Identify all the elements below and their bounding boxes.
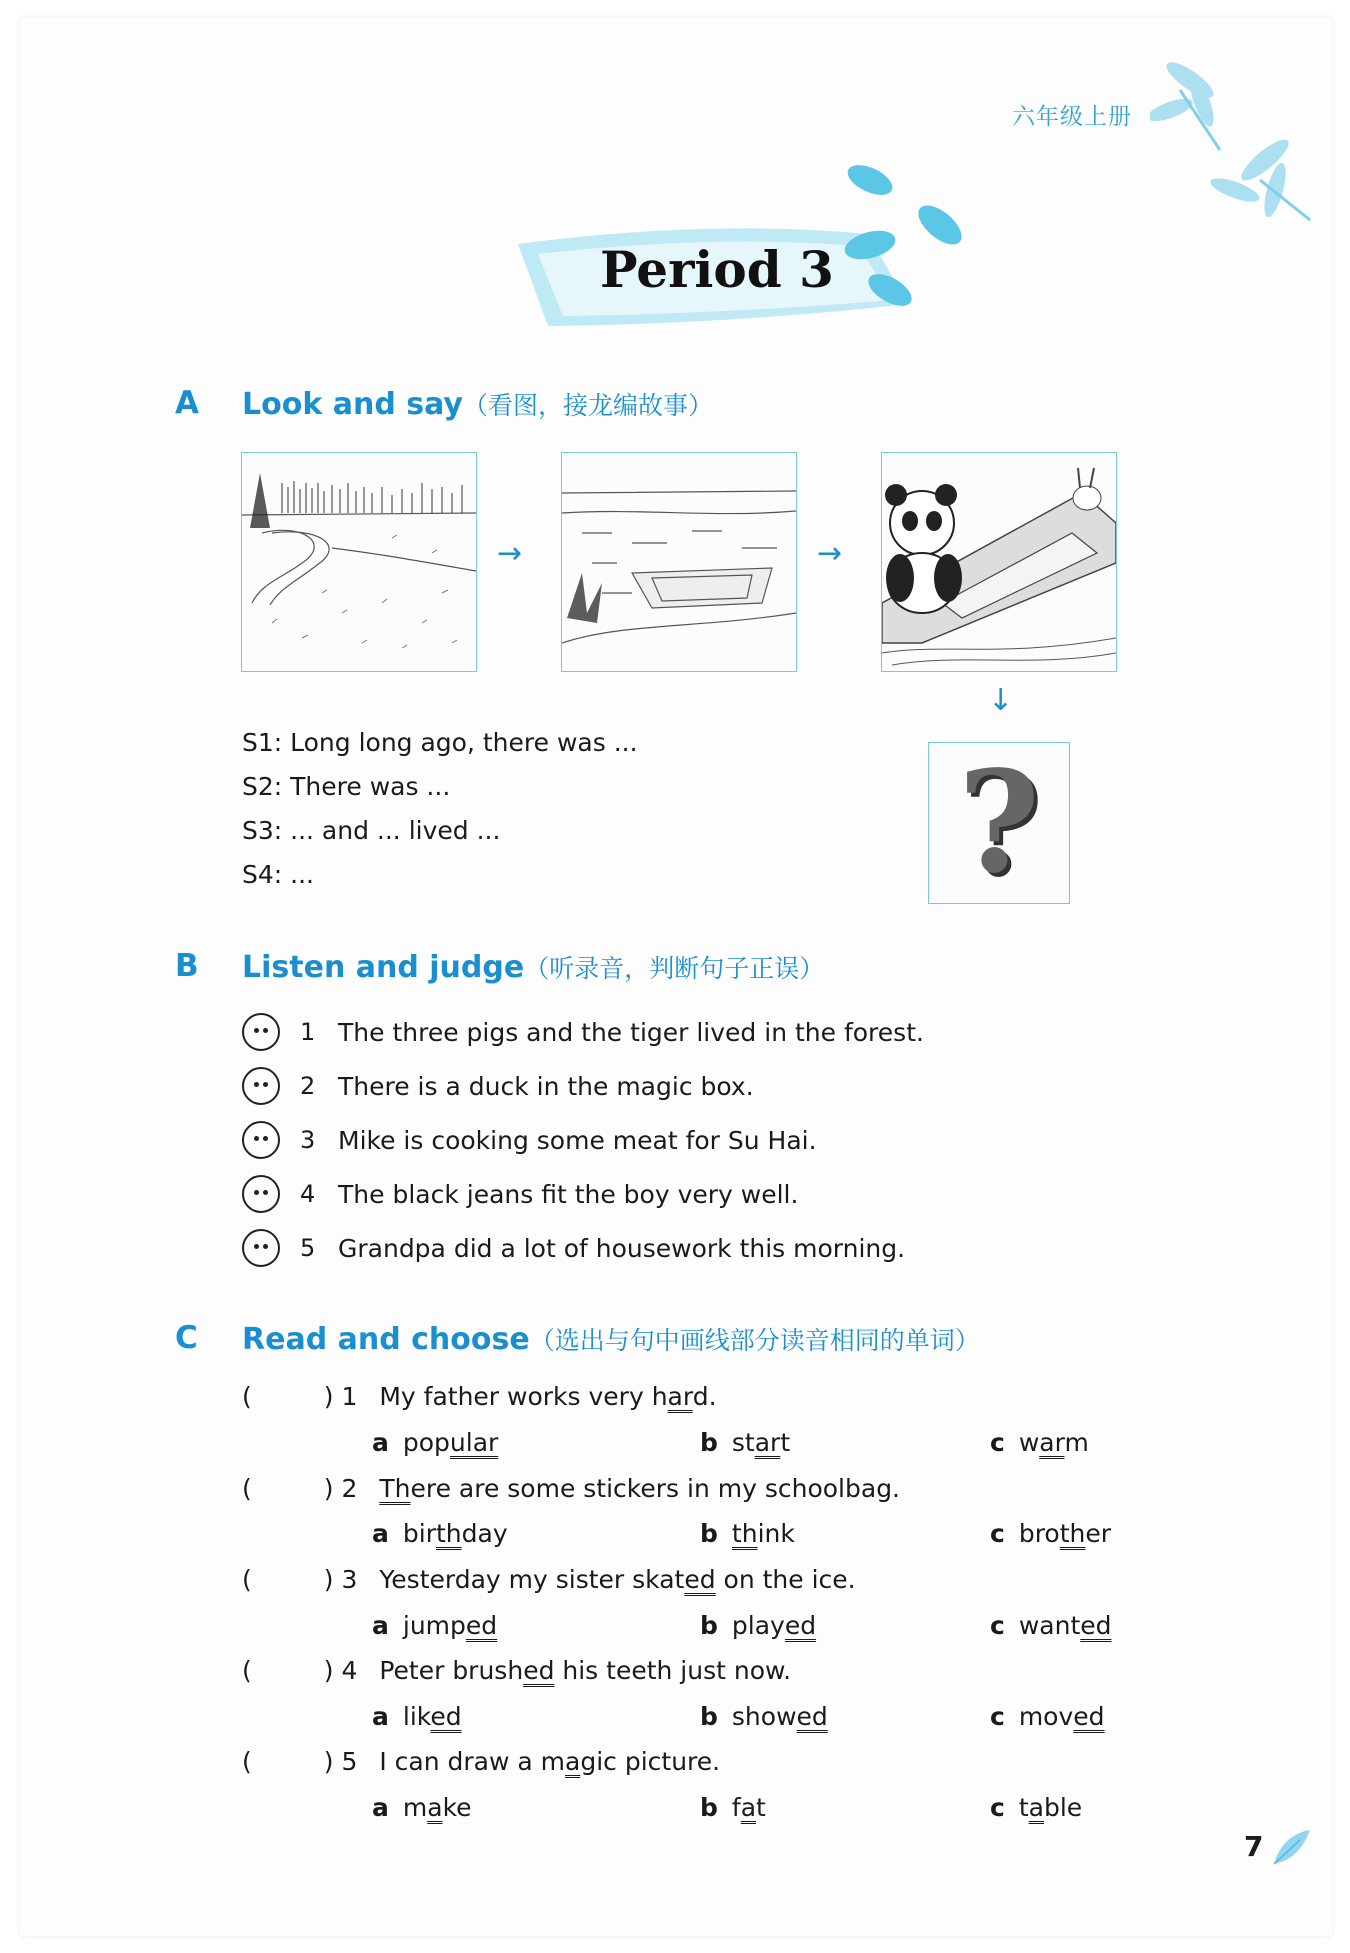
smiley-icon[interactable] (242, 1175, 280, 1213)
question-row (242, 1474, 900, 1503)
section-c-title-cn: （选出与句中画线部分读音相同的单词） (529, 1326, 980, 1355)
judge-item (242, 1066, 754, 1106)
option-c[interactable]: c table (990, 1793, 1083, 1822)
question-box (928, 742, 1070, 904)
option-a[interactable]: a birthday (372, 1519, 508, 1548)
smiley-icon[interactable] (242, 1013, 280, 1051)
section-b-title-cn: （听录音，判断句子正误） (524, 954, 825, 983)
question-number: 2 (341, 1474, 358, 1503)
answer-paren-open[interactable]: ( (242, 1565, 252, 1594)
smiley-icon[interactable] (242, 1121, 280, 1159)
option-b[interactable]: b showed (700, 1702, 828, 1731)
answer-paren-open[interactable]: ( (242, 1747, 252, 1776)
section-b-letter: B (175, 948, 199, 984)
section-b-title-en: Listen and judge (242, 950, 525, 985)
question-text: Yesterday my sister skated on the ice. (379, 1565, 856, 1594)
section-a-title (242, 386, 713, 422)
option-b[interactable]: b think (700, 1519, 795, 1548)
page-title: Period 3 (600, 240, 834, 299)
dragonfly-icon (1150, 40, 1320, 230)
answer-paren-open[interactable]: ( (242, 1382, 252, 1411)
section-a-title-en: Look and say (242, 387, 463, 422)
question-row (242, 1382, 717, 1411)
judge-text: The three pigs and the tiger lived in the forest. (338, 1017, 924, 1047)
answer-paren-close: ) (323, 1565, 334, 1594)
arrow-right-icon: → (817, 536, 843, 571)
arrow-down-icon: ↓ (988, 683, 1014, 718)
answer-paren-open[interactable]: ( (242, 1656, 252, 1685)
arrow-right-icon: → (497, 536, 523, 571)
judge-text: Grandpa did a lot of housework this morning. (338, 1233, 906, 1263)
judge-text: There is a duck in the magic box. (338, 1071, 754, 1101)
fish-icon (830, 150, 1000, 320)
question-text: I can draw a magic picture. (379, 1747, 721, 1776)
option-a[interactable]: a popular (372, 1428, 499, 1457)
story-line: S3: ... and ... lived ... (242, 816, 501, 845)
grade-label: 六年级上册 (1012, 104, 1132, 130)
question-number: 1 (341, 1382, 358, 1411)
judge-item (242, 1228, 905, 1268)
question-mark-icon: ? (957, 741, 1041, 905)
judge-text: The black jeans fit the boy very well. (338, 1179, 799, 1209)
option-c[interactable]: c brother (990, 1519, 1112, 1548)
option-b[interactable]: b start (700, 1428, 791, 1457)
option-b[interactable]: b played (700, 1611, 817, 1640)
question-number: 5 (341, 1747, 358, 1776)
judge-number: 1 (300, 1018, 316, 1046)
judge-number: 3 (300, 1126, 316, 1154)
judge-item (242, 1174, 798, 1214)
answer-paren-close: ) (323, 1656, 334, 1685)
section-c-letter: C (175, 1320, 198, 1356)
judge-item (242, 1012, 924, 1052)
judge-number: 2 (300, 1072, 316, 1100)
question-text: Peter brushed his teeth just now. (379, 1656, 792, 1685)
page-number: 7 (1244, 1830, 1264, 1863)
question-text: My father works very hard. (379, 1382, 717, 1411)
question-row (242, 1747, 720, 1776)
answer-paren-close: ) (323, 1747, 334, 1776)
section-c-title-en: Read and choose (242, 1322, 530, 1357)
option-a[interactable]: a jumped (372, 1611, 498, 1640)
judge-number: 5 (300, 1234, 316, 1262)
question-row (242, 1656, 791, 1685)
story-line: S1: Long long ago, there was ... (242, 728, 638, 757)
option-a[interactable]: a liked (372, 1702, 462, 1731)
option-c[interactable]: c wanted (990, 1611, 1112, 1640)
leaf-icon (1270, 1828, 1314, 1868)
story-line: S4: ... (242, 860, 314, 889)
smiley-icon[interactable] (242, 1067, 280, 1105)
smiley-icon[interactable] (242, 1229, 280, 1267)
question-number: 4 (341, 1656, 358, 1685)
option-b[interactable]: b fat (700, 1793, 766, 1822)
judge-number: 4 (300, 1180, 316, 1208)
picture-lake-boat (561, 452, 797, 672)
answer-paren-open[interactable]: ( (242, 1474, 252, 1503)
option-a[interactable]: a make (372, 1793, 472, 1822)
picture-river-land (241, 452, 477, 672)
judge-text: Mike is cooking some meat for Su Hai. (338, 1125, 817, 1155)
picture-panda-boat (881, 452, 1117, 672)
option-c[interactable]: c warm (990, 1428, 1089, 1457)
question-number: 3 (341, 1565, 358, 1594)
section-c-title (242, 1321, 980, 1357)
question-row (242, 1565, 856, 1594)
section-b-title (242, 949, 824, 985)
option-c[interactable]: c moved (990, 1702, 1105, 1731)
judge-item (242, 1120, 817, 1160)
section-a-title-cn: （看图，接龙编故事） (463, 391, 714, 420)
answer-paren-close: ) (323, 1474, 334, 1503)
question-text: There are some stickers in my schoolbag. (379, 1474, 901, 1503)
story-line: S2: There was ... (242, 772, 451, 801)
answer-paren-close: ) (323, 1382, 334, 1411)
section-a-letter: A (175, 385, 199, 421)
